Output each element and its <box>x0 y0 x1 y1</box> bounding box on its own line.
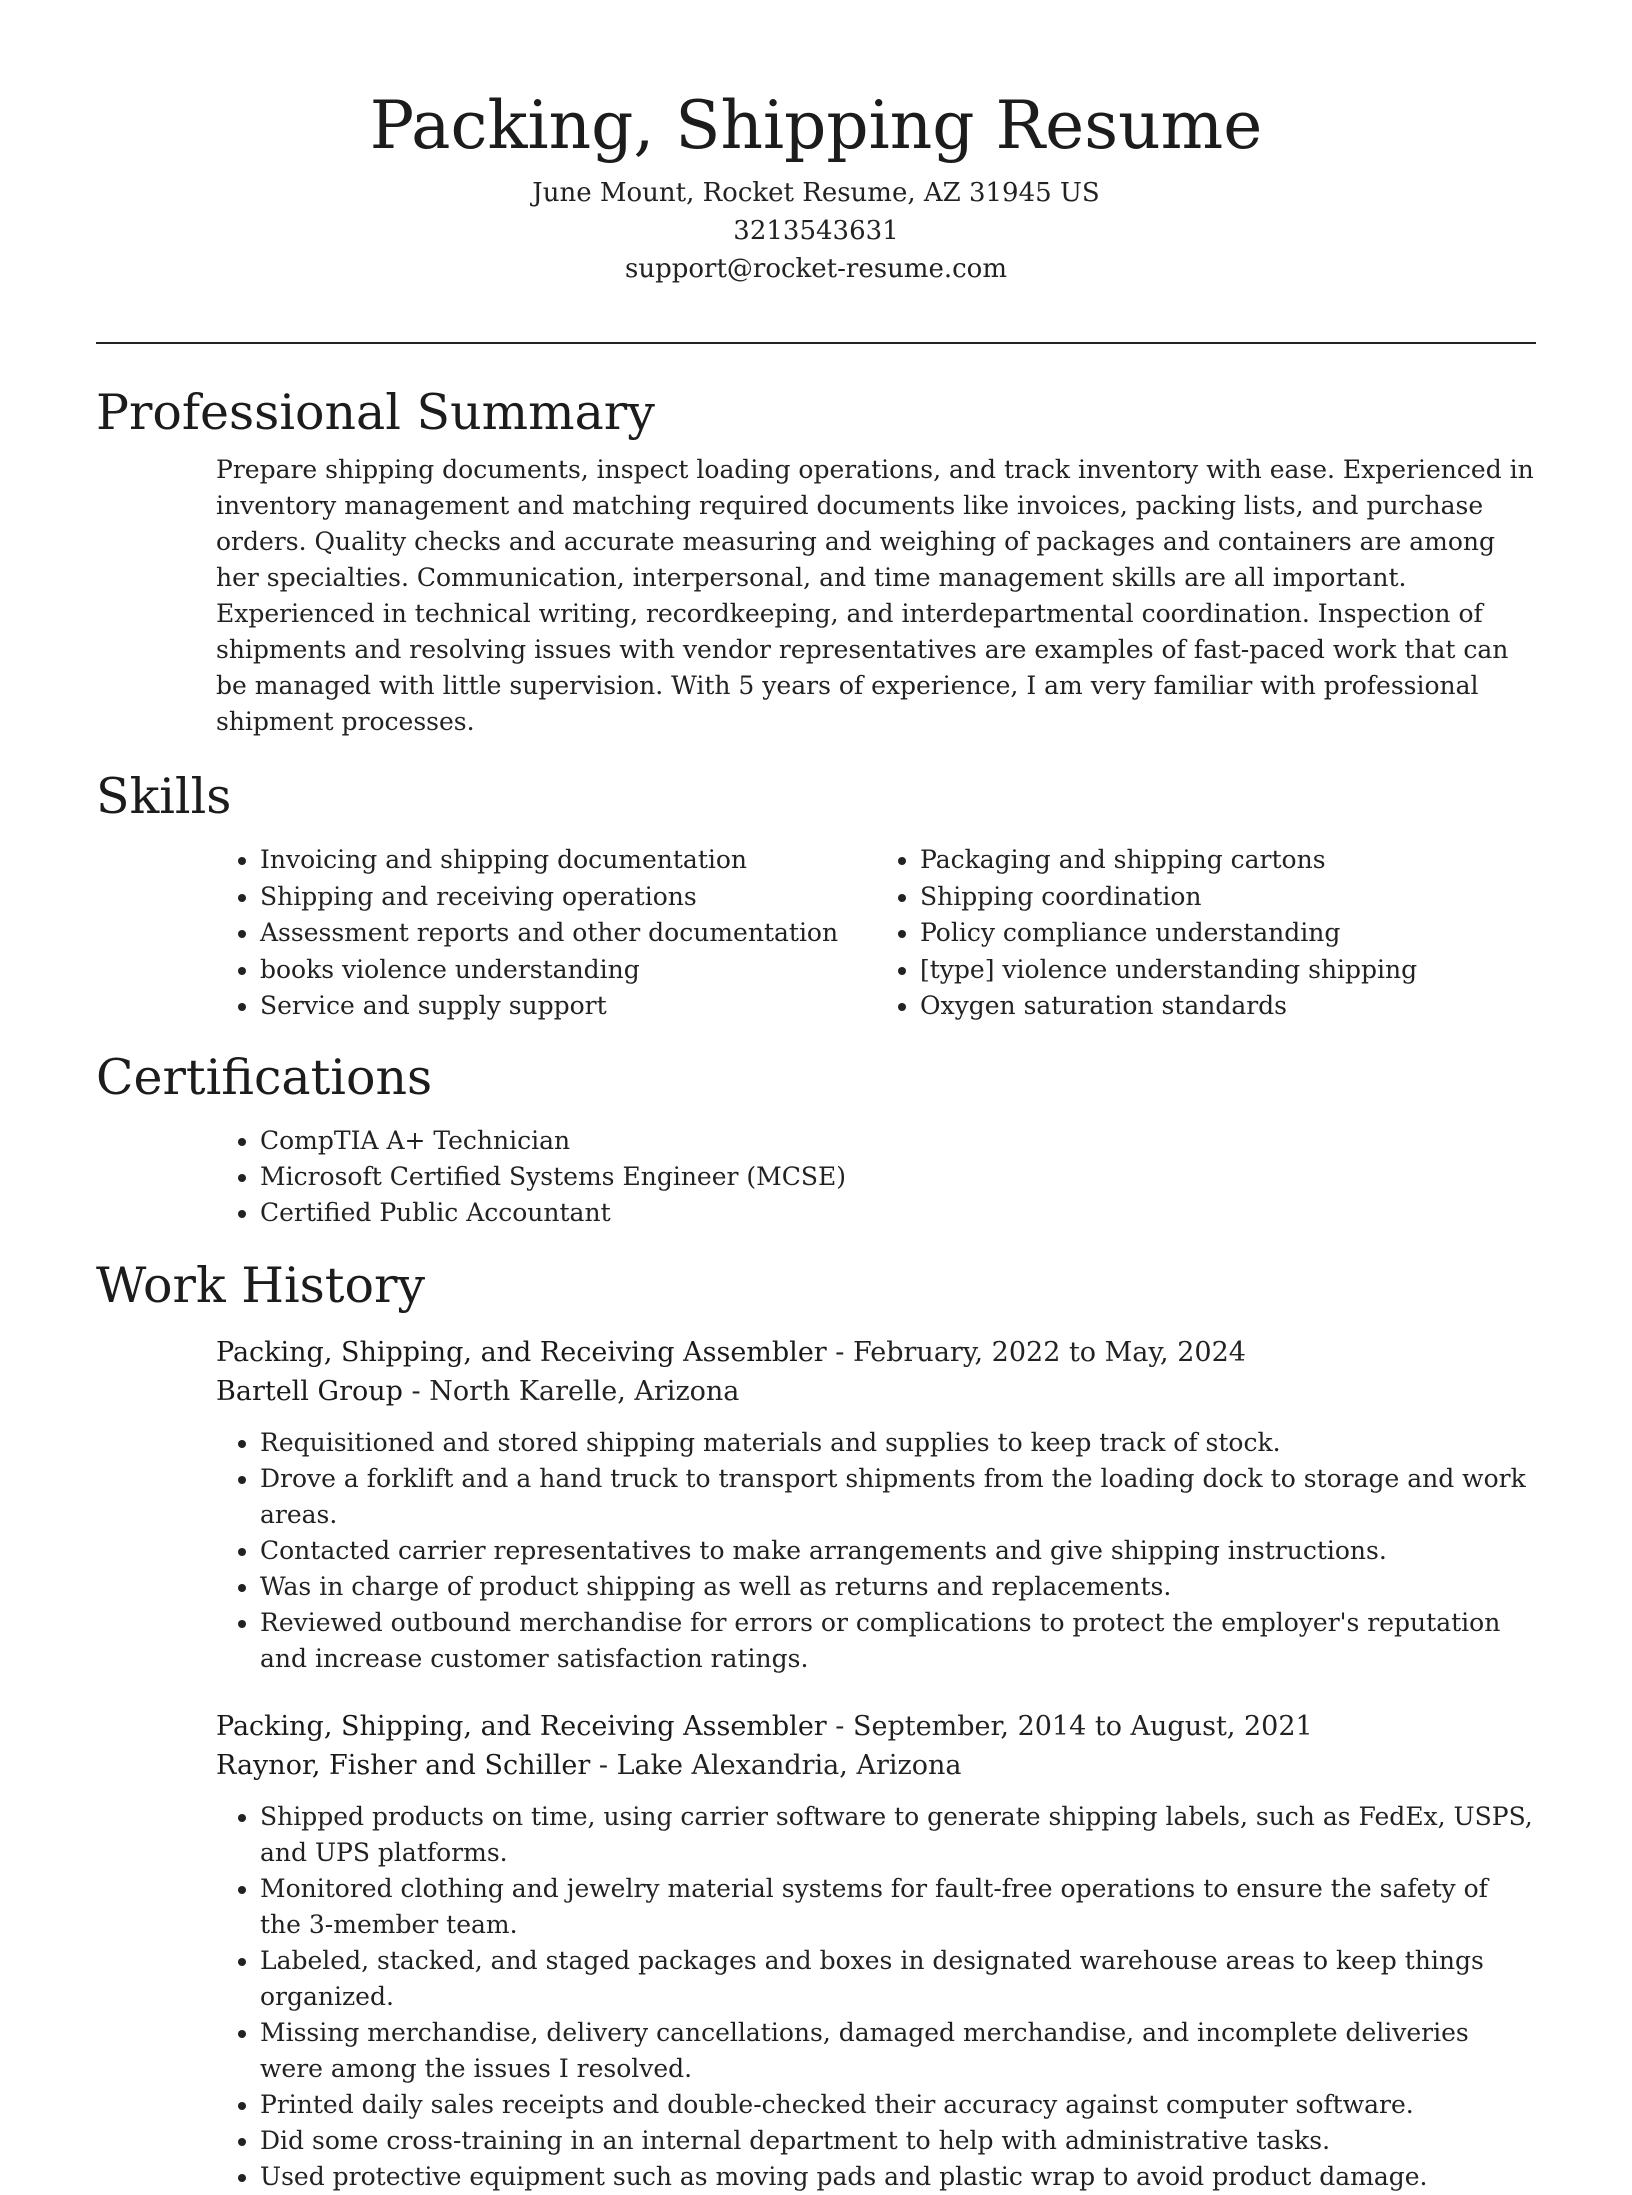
resume-header <box>96 78 1536 288</box>
skill-item: • Invoicing and shipping documentation <box>260 842 876 879</box>
header-divider <box>96 342 1536 344</box>
job-duty: • Printed daily sales receipts and double-checked their accuracy against computer software. <box>260 2087 1536 2123</box>
skills-list <box>216 842 1536 1025</box>
certification-item: • Certified Public Accountant <box>260 1195 1536 1231</box>
contact-phone: 3213543631 <box>733 216 899 246</box>
certification-item: • CompTIA A+ Technician <box>260 1123 1536 1159</box>
job-entry <box>216 1333 1536 1677</box>
job-company-line <box>216 1746 1536 1785</box>
job-duty: • Requisitioned and stored shipping materials and supplies to keep track of stock. <box>260 1425 1536 1461</box>
skills-section <box>96 762 1536 1025</box>
job-location: - Lake Alexandria, Arizona <box>590 1749 962 1781</box>
skill-item: • Packaging and shipping cartons <box>920 842 1536 879</box>
skill-item: • books violence understanding <box>260 952 876 989</box>
job-duty: • Was in charge of product shipping as well as returns and replacements. <box>260 1569 1536 1605</box>
job-title-line <box>216 1707 1536 1746</box>
skills-heading: Skills <box>96 768 232 825</box>
contact-address: June Mount, Rocket Resume, AZ 31945 US <box>532 178 1100 208</box>
job-title-line <box>216 1333 1536 1372</box>
job-duty: • Monitored clothing and jewelry material systems for fault-free operations to ensure the safety of the 3-member team. <box>260 1871 1536 1943</box>
job-entry <box>216 1707 1536 2195</box>
summary-section <box>96 378 1536 740</box>
job-duty: • Drove a forklift and a hand truck to transport shipments from the loading dock to storage and work areas. <box>260 1461 1536 1533</box>
certifications-list <box>216 1123 1536 1231</box>
job-duties-list <box>216 1425 1536 1677</box>
job-duty: • Did some cross-training in an internal department to help with administrative tasks. <box>260 2123 1536 2159</box>
skill-item: • Policy compliance understanding <box>920 915 1536 952</box>
work-history-heading: Work History <box>96 1256 426 1314</box>
certifications-section <box>96 1043 1536 1231</box>
job-duty: • Used protective equipment such as moving pads and plastic wrap to avoid product damage. <box>260 2159 1536 2195</box>
resume-title: Packing, Shipping Resume <box>369 87 1263 164</box>
job-duty: • Shipped products on time, using carrier software to generate shipping labels, such as FedEx, USPS, and UPS platforms. <box>260 1799 1536 1871</box>
job-company: Raynor, Fisher and Schiller <box>216 1749 591 1781</box>
resume-body <box>96 378 1536 2195</box>
skill-item: • Oxygen saturation standards <box>920 988 1536 1025</box>
skills-column-left <box>216 842 876 1025</box>
job-duties-list <box>216 1799 1536 2195</box>
skill-item: • Shipping coordination <box>920 879 1536 916</box>
certifications-heading: Certifications <box>96 1048 433 1106</box>
job-duty: • Reviewed outbound merchandise for errors or complications to protect the employer's reputation and increase customer satisfaction ratings. <box>260 1605 1536 1677</box>
job-title: Packing, Shipping, and Receiving Assembler <box>216 1710 827 1742</box>
contact-email: support@rocket-resume.com <box>624 254 1007 284</box>
skill-item: • Shipping and receiving operations <box>260 879 876 916</box>
certification-item: • Microsoft Certified Systems Engineer (MCSE) <box>260 1159 1536 1195</box>
summary-text: Prepare shipping documents, inspect loading operations, and track inventory with ease. Experienced in inventory management and matching required documents like invoices, packing lists, and purchase orders. Quality checks and accurate measuring and weighing of packages and containers are among her specialties. Communication, interpersonal, and time management skills are all important. Experienced in technical writing, recordkeeping, and interdepartmental coordination. Inspection of shipments and resolving issues with vendor representatives are examples of fast-paced work that can be managed with little supervision. With 5 years of experience, I am very familiar with professional shipment processes. <box>216 455 1534 736</box>
skills-column-right <box>876 842 1536 1025</box>
job-location: - North Karelle, Arizona <box>402 1375 740 1407</box>
job-duty: • Labeled, stacked, and staged packages and boxes in designated warehouse areas to keep things organized. <box>260 1943 1536 2015</box>
summary-heading: Professional Summary <box>96 384 655 441</box>
job-dates: - February, 2022 to May, 2024 <box>826 1336 1246 1368</box>
job-duty: • Missing merchandise, delivery cancellations, damaged merchandise, and incomplete deliveries were among the issues I resolved. <box>260 2015 1536 2087</box>
skill-item: • Service and supply support <box>260 988 876 1025</box>
job-company: Bartell Group <box>216 1375 403 1407</box>
skill-item: • Assessment reports and other documentation <box>260 915 876 952</box>
job-dates: - September, 2014 to August, 2021 <box>826 1710 1313 1742</box>
job-company-line <box>216 1372 1536 1411</box>
skill-item: • [type] violence understanding shipping <box>920 952 1536 989</box>
job-duty: • Contacted carrier representatives to make arrangements and give shipping instructions. <box>260 1533 1536 1569</box>
work-history-section <box>96 1251 1536 2195</box>
job-title: Packing, Shipping, and Receiving Assembler <box>216 1336 827 1368</box>
